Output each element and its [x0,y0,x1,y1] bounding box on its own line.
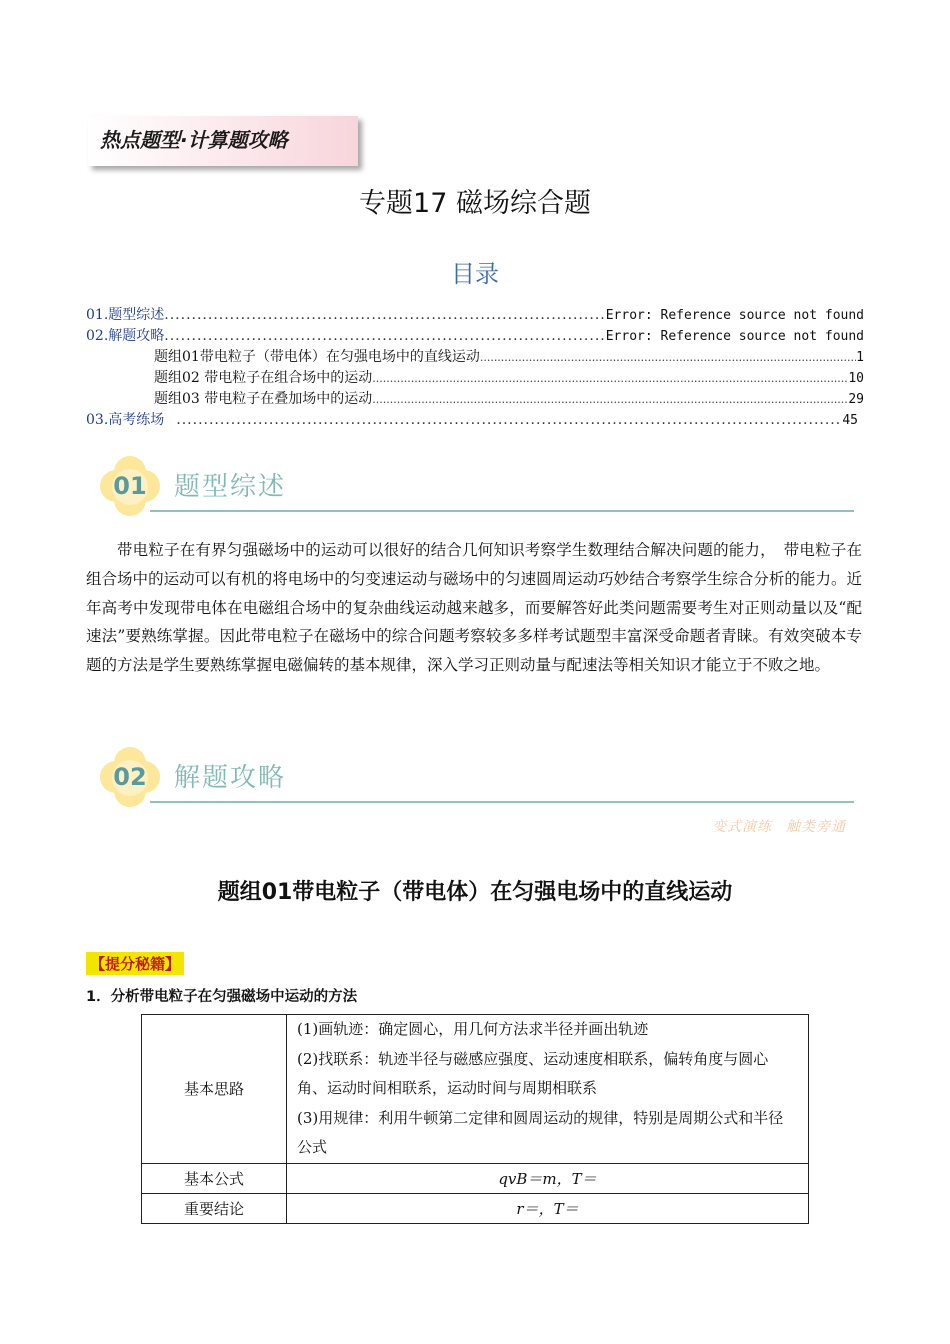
toc-entry-label: 题组02 带电粒子在组合场中的运动 [154,370,373,386]
section-title: 题型综述 [174,472,287,502]
table-value [287,1015,809,1164]
header-tag-text: 热点题型·计算题攻略 [100,128,288,152]
header-tag [88,116,358,166]
document-title: 专题17 磁场综合题 [359,188,591,219]
table-line: (1)画轨迹：确定圆心，用几何方法求半径并画出轨迹 [297,1020,649,1038]
section-divider [150,510,854,512]
point-title: 1．分析带电粒子在匀强磁场中运动的方法 [86,989,358,1005]
table-line: (2)找联系：轨迹半径与磁感应强度、运动速度相联系，偏转角度与圆心角、运动时间相联系，运动时间与周期相联系 [297,1049,769,1097]
table-of-contents [86,305,864,431]
toc-entry-page: Error: Reference source not found [605,308,864,323]
toc-entry-page: Error: Reference source not found [605,329,864,344]
toc-leader [372,389,848,410]
section-number: 01 [113,472,147,500]
toc-entry-label: 题组01带电粒子（带电体）在匀强电场中的直线运动 [154,349,480,365]
section-header-strategy [94,743,854,815]
section-title: 解题攻略 [174,763,287,793]
slogan-right: 触类旁通 [786,819,846,835]
toc-entry-label: 01.题型综述 [86,307,165,323]
toc-entry-label: 02.解题攻略 [86,328,165,344]
toc-leader [164,305,605,326]
table-formula: r＝，T＝ [287,1193,809,1223]
section-divider [150,801,854,803]
overview-paragraph: 带电粒子在有界匀强磁场中的运动可以很好的结合几何知识考察学生数理结合解决问题的能力， 带电粒子在组合场中的运动可以有机的将电场中的匀变速运动与磁场中的匀速圆周运动巧妙结合考察学生综合分析的能力。近年高考中发现带电体在电磁组合场中的复杂曲线运动越来越多，而要解答好此类问题需要考生对正则动量以及“配速法”要熟练掌握。因此带电粒子在磁场中的综合问题考察较多多样考试题型丰富深受命题者青睐。有效突破本专题的方法是学生要熟练掌握电磁偏转的基本规律，深入学习正则动量与配速法等相关知识才能立于不败之地。 [86,541,862,675]
toc-title: 目录 [451,260,499,288]
table-key: 基本公式 [142,1163,287,1193]
toc-entry-label: 03.高考练场 [86,412,165,428]
table-key: 重要结论 [142,1193,287,1223]
toc-entry-group-02[interactable] [86,368,864,389]
table-formula: qvB＝m，T＝ [287,1163,809,1193]
toc-entry-page: 1 [856,350,864,365]
toc-leader [480,347,856,368]
toc-entry-group-03[interactable] [86,389,864,410]
toc-leader [372,368,848,389]
toc-entry-strategy[interactable] [86,326,864,347]
slogan-left: 变式演练 [712,819,772,835]
table-key: 基本思路 [142,1015,287,1164]
toc-entry-page: 10 [848,371,864,386]
section-header-overview [94,452,854,524]
toc-entry-page: 29 [848,392,864,407]
toc-entry-overview[interactable] [86,305,864,326]
table-row [142,1015,809,1164]
toc-entry-label: 题组03 带电粒子在叠加场中的运动 [154,391,373,407]
toc-leader [176,410,842,431]
toc-entry-page: 45 [842,413,858,428]
toc-entry-group-01[interactable] [86,347,864,368]
group-title: 题组01带电粒子（带电体）在匀强电场中的直线运动 [217,880,733,905]
toc-leader [164,326,605,347]
section-number: 02 [113,763,147,791]
method-table [141,1014,809,1224]
table-row [142,1193,809,1223]
table-line: (3)用规律：利用牛顿第二定律和圆周运动的规律，特别是周期公式和半径公式 [297,1108,784,1156]
toc-entry-exam-practice[interactable] [86,410,864,431]
table-row [142,1163,809,1193]
tip-label: 【提分秘籍】 [86,952,184,975]
section-slogan [712,816,846,836]
